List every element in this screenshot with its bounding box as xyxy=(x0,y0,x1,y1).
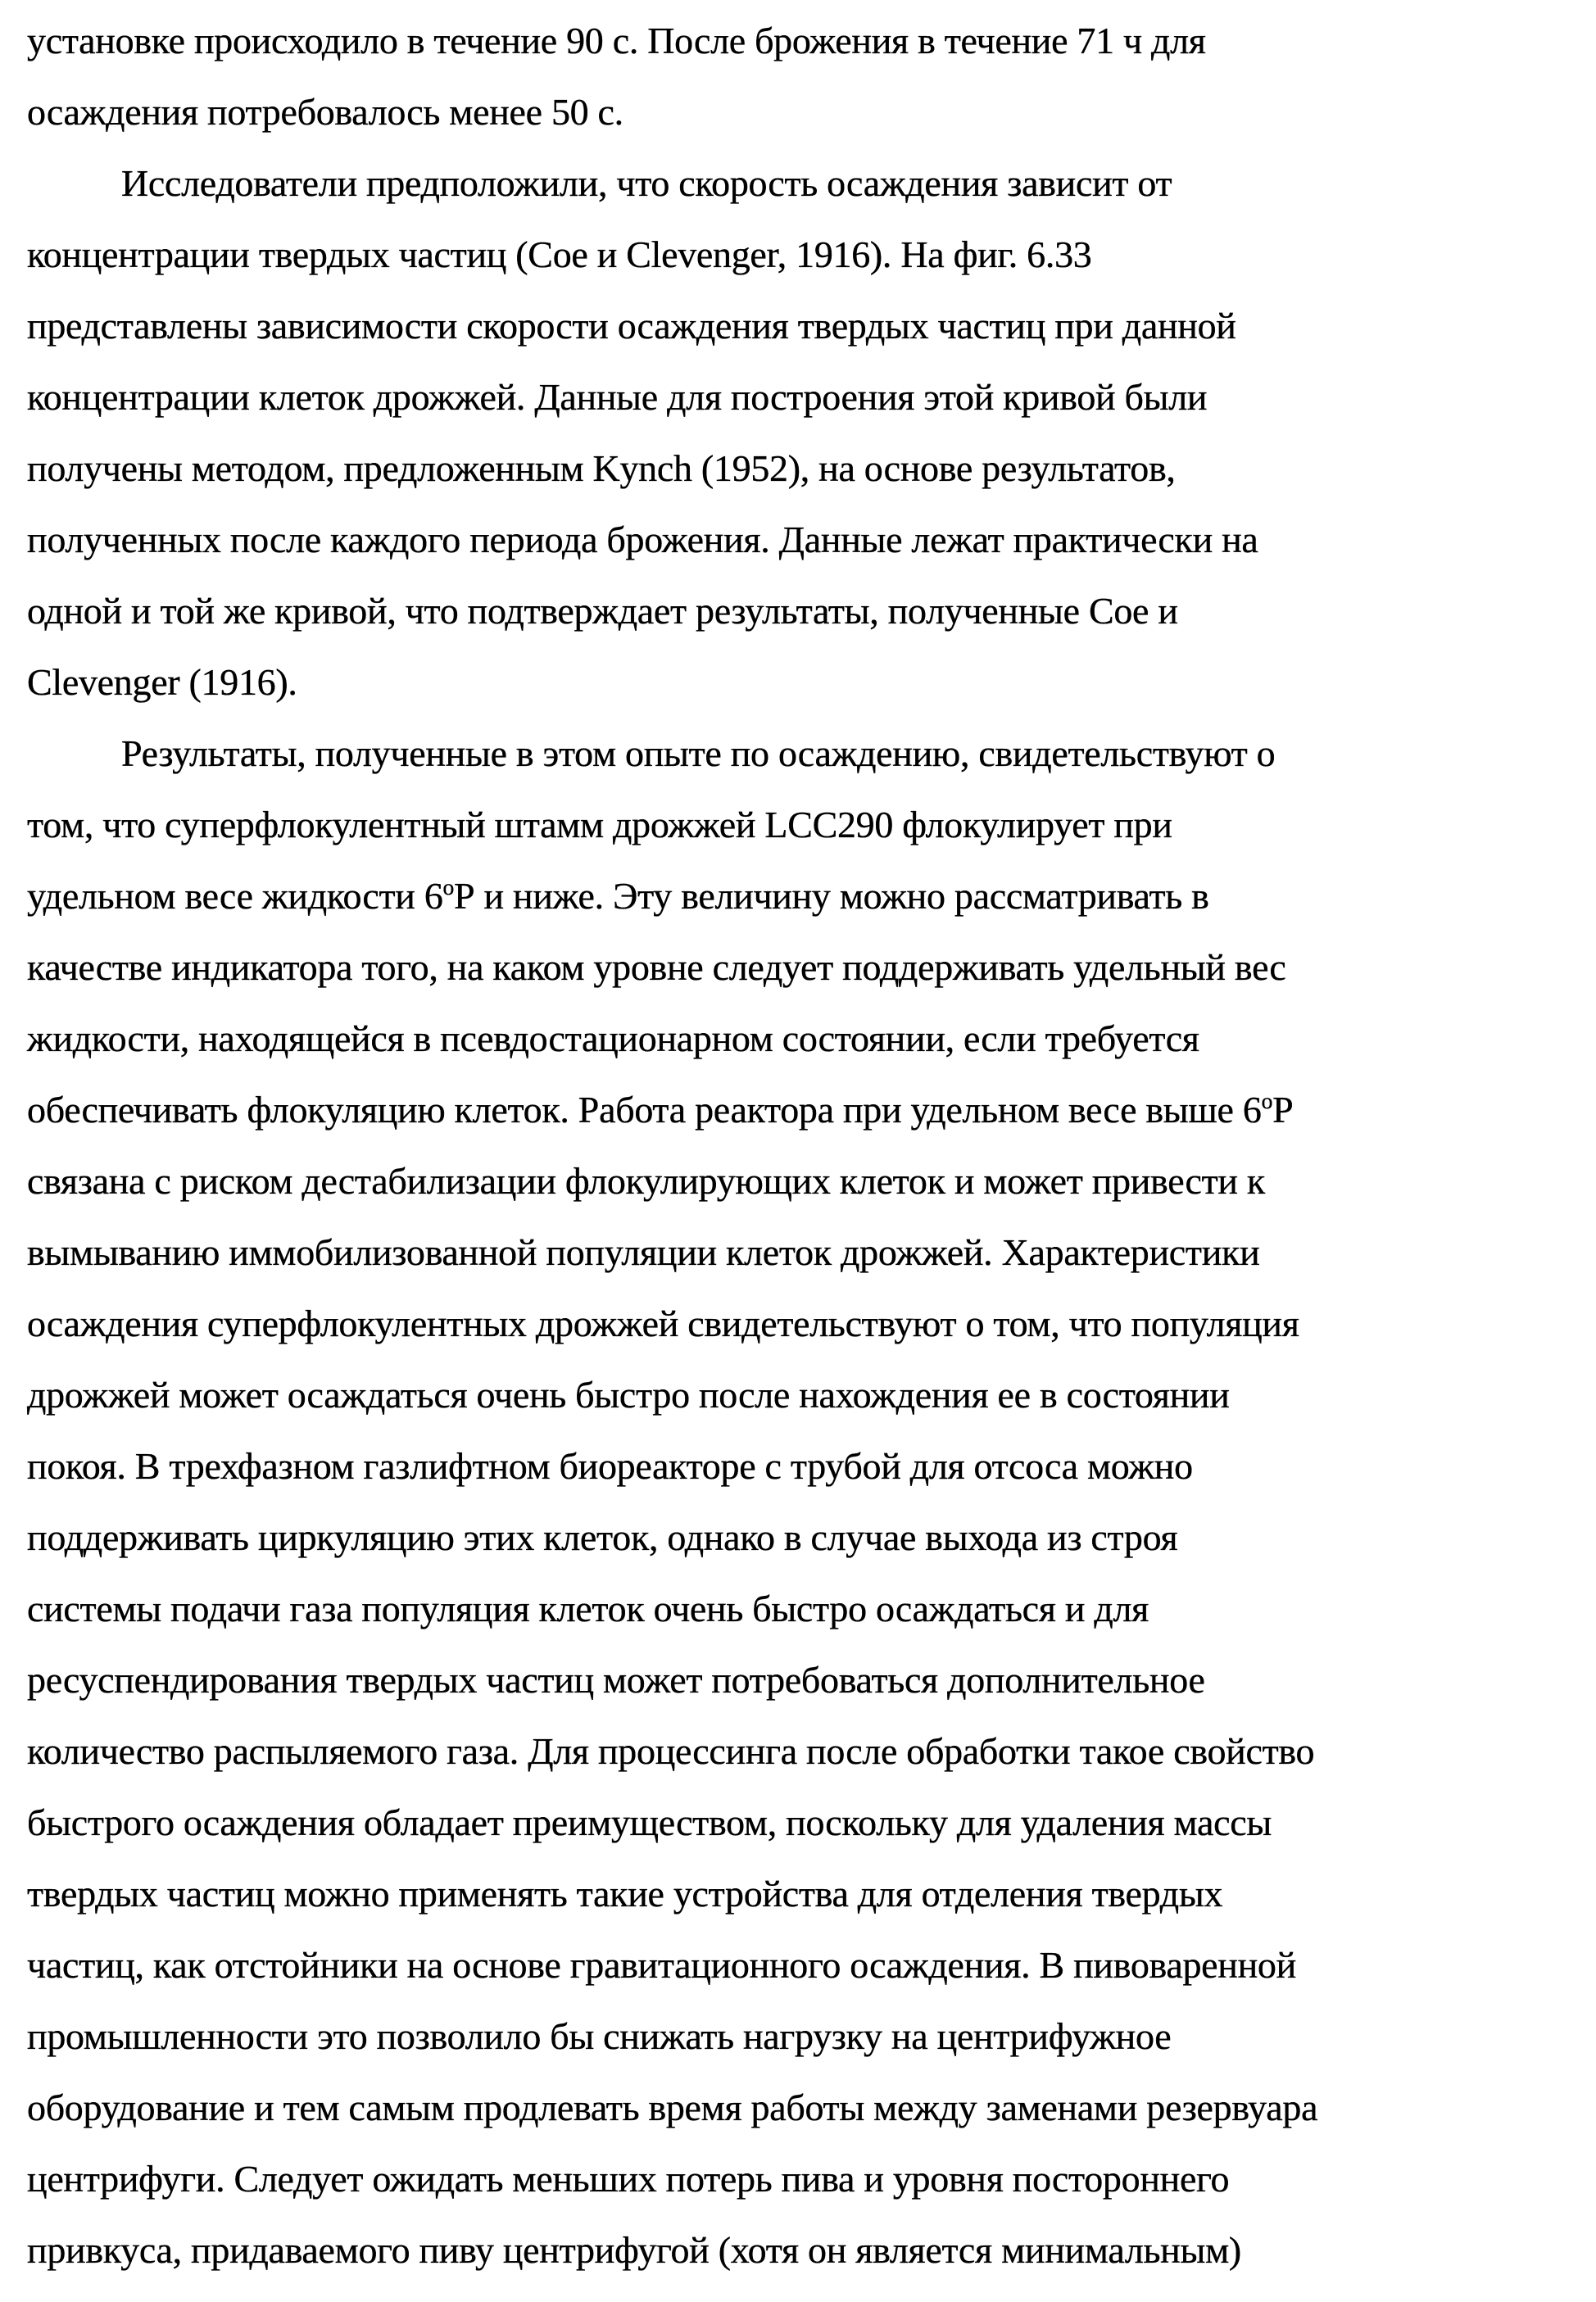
text-run: системы подачи газа популяция клеток очень быстро осаждаться и для xyxy=(27,1588,1149,1629)
text-line xyxy=(27,76,1576,147)
text-line xyxy=(27,1644,1576,1715)
text-line xyxy=(27,789,1576,860)
text-run: количество распыляемого газа. Для процессинга после обработки такое свойство xyxy=(27,1730,1315,1772)
text-run: Исследователи предположили, что скорость осаждения зависит от xyxy=(121,162,1172,204)
text-run: обеспечивать флокуляцию клеток. Работа реактора при удельном весе выше 6 xyxy=(27,1089,1262,1131)
text-run: том, что суперфлокулентный штамм дрожжей LCC290 флокулирует при xyxy=(27,804,1172,845)
text-line xyxy=(27,1715,1576,1787)
text-run: Р и ниже. Эту величину можно рассматривать в xyxy=(454,875,1209,917)
text-line xyxy=(27,1573,1576,1644)
text-line xyxy=(27,1288,1576,1359)
text-run: вымыванию иммобилизованной популяции клеток дрожжей. Характеристики xyxy=(27,1231,1260,1273)
text-run: концентрации клеток дрожжей. Данные для построения этой кривой были xyxy=(27,376,1208,418)
text-run: быстрого осаждения обладает преимуществом, поскольку для удаления массы xyxy=(27,1801,1272,1843)
text-run: Результаты, полученные в этом опыте по осаждению, свидетельствуют о xyxy=(121,732,1276,774)
text-run: представлены зависимости скорости осаждения твердых частиц при данной xyxy=(27,305,1236,347)
text-line xyxy=(27,1430,1576,1502)
text-run: одной и той же кривой, что подтверждает результаты, полученные Coe и xyxy=(27,590,1178,632)
text-line xyxy=(27,1217,1576,1288)
text-line xyxy=(27,1359,1576,1430)
text-run: центрифуги. Следует ожидать меньших потерь пива и уровня постороннего xyxy=(27,2158,1230,2200)
text-run: осаждения суперфлокулентных дрожжей свидетельствуют о том, что популяция xyxy=(27,1303,1299,1344)
text-run: частиц, как отстойники на основе гравитационного осаждения. В пивоваренной xyxy=(27,1944,1296,1986)
text-line xyxy=(27,433,1576,504)
text-run: покоя. В трехфазном газлифтном биореакторе с трубой для отсоса можно xyxy=(27,1445,1193,1487)
text-run: получены методом, предложенным Kynch (1952), на основе результатов, xyxy=(27,447,1176,489)
text-run: поддерживать циркуляцию этих клеток, однако в случае выхода из строя xyxy=(27,1516,1178,1558)
text-run: твердых частиц можно применять такие устройства для отделения твердых xyxy=(27,1873,1223,1915)
text-line xyxy=(27,2001,1576,2072)
text-line xyxy=(27,718,1576,789)
text-run: оборудование и тем самым продлевать время работы между заменами резервуара xyxy=(27,2087,1318,2128)
text-line xyxy=(27,575,1576,646)
text-line xyxy=(27,2143,1576,2214)
text-run: привкуса, придаваемого пиву центрифугой (хотя он является минимальным) xyxy=(27,2229,1241,2271)
text-line xyxy=(27,1003,1576,1074)
text-line xyxy=(27,646,1576,718)
text-run: дрожжей может осаждаться очень быстро после нахождения ее в состоянии xyxy=(27,1374,1230,1416)
text-run: качестве индикатора того, на каком уровне следует поддерживать удельный вес xyxy=(27,946,1286,988)
text-line xyxy=(27,5,1576,76)
text-run: Clevenger (1916). xyxy=(27,661,297,703)
text-run: жидкости, находящейся в псевдостационарном состоянии, если требуется xyxy=(27,1017,1199,1059)
text-line xyxy=(27,1929,1576,2001)
text-run: Р xyxy=(1272,1089,1294,1131)
text-line xyxy=(27,2072,1576,2143)
text-line: обеспечивать флокуляцию клеток. Работа реактора при удельном весе выше 6оР xyxy=(27,1087,1294,1131)
text-run: промышленности это позволило бы снижать нагрузку на центрифужное xyxy=(27,2015,1172,2057)
text-line xyxy=(27,290,1576,361)
text-line xyxy=(27,219,1576,290)
text-line xyxy=(27,2214,1576,2286)
text-run: полученных после каждого периода брожения. Данные лежат практически на xyxy=(27,519,1258,560)
text-run: осаждения потребовалось менее 50 с. xyxy=(27,91,623,133)
text-line xyxy=(27,931,1576,1003)
text-line xyxy=(27,1502,1576,1573)
text-run: установке происходило в течение 90 с. После брожения в течение 71 ч для xyxy=(27,20,1206,61)
text-line xyxy=(27,1787,1576,1858)
text-line xyxy=(27,1145,1576,1217)
text-line xyxy=(27,1858,1576,1929)
text-line: удельном весе жидкости 6оР и ниже. Эту величину можно рассматривать в xyxy=(27,873,1209,917)
page-text xyxy=(27,5,1576,2286)
text-line xyxy=(27,504,1576,575)
text-run: удельном весе жидкости 6 xyxy=(27,875,443,917)
text-line xyxy=(27,147,1576,219)
text-run: ресуспендирования твердых частиц может потребоваться дополнительное xyxy=(27,1659,1205,1701)
text-run: концентрации твердых частиц (Coe и Clevenger, 1916). На фиг. 6.33 xyxy=(27,233,1092,275)
text-run: связана с риском дестабилизации флокулирующих клеток и может привести к xyxy=(27,1160,1265,1202)
text-line xyxy=(27,361,1576,433)
